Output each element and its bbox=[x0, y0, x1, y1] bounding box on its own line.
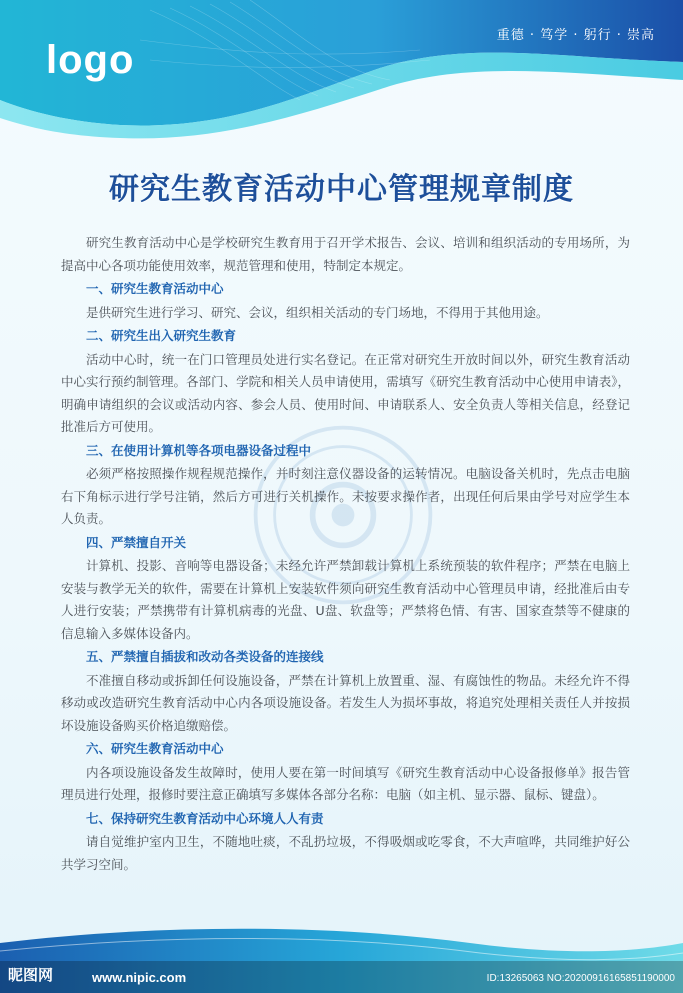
section-heading-7: 七、保持研究生教育活动中心环境人人有责 bbox=[86, 810, 324, 826]
section-body-5: 不准擅自移动或拆卸任何设施设备，严禁在计算机上放置重、湿、有腐蚀性的物品。未经允许不得移动或改造研究生教育活动中心内各项设施设备。若发生人为损坏事故，将追究处理相关责任人并按损坏设施设备购买价格追缴赔偿。 bbox=[61, 672, 630, 733]
section-body-2: 活动中心时，统一在门口管理员处进行实名登记。在正常对研究生开放时间以外，研究生教育活动中心实行预约制管理。各部门、学院和相关人员申请使用，需填写《研究生教育活动中心使用申请表》，明确申请组织的会议或活动内容、参会人员、使用时间、申请联系人、安全负责人等相关信息，经登记批准后方可使用。 bbox=[61, 351, 630, 434]
section-heading-1: 一、研究生教育活动中心 bbox=[86, 281, 224, 296]
section-heading-4: 四、严禁擅自开关 bbox=[86, 534, 187, 550]
intro-paragraph bbox=[61, 232, 630, 277]
image-id-text: ID:13265063 NO:20200916165851190000 bbox=[486, 973, 675, 984]
section-heading-3: 三、在使用计算机等各项电器设备过程中 bbox=[86, 442, 312, 458]
section-body-6: 内各项设施设备发生故障时，使用人要在第一时间填写《研究生教育活动中心设备报修单》报告管理员进行处理，报修时要注意正确填写多媒体各部分名称：电脑（如主机、显示器、鼠标、键盘）。 bbox=[61, 764, 630, 802]
intro-text: 研究生教育活动中心是学校研究生教育用于召开学术报告、会议、培训和组织活动的专用场所，为提高中心各项功能使用效率，规范管理和使用，特制定本规定。 bbox=[61, 235, 630, 273]
section-heading-2: 二、研究生出入研究生教育 bbox=[86, 328, 237, 343]
logo: logo bbox=[46, 38, 135, 82]
motto-text: 重德 · 笃学 · 躬行 · 崇高 bbox=[496, 28, 655, 43]
section-body-3: 必须严格按照操作规程规范操作，并时刻注意仪器设备的运转情况。电脑设备关机时，先点击电脑右下角标示进行学号注销，然后方可进行关机操作。未按要求操作者，出现任何后果由学号对应学生本人负责。 bbox=[61, 466, 630, 526]
site-logo: 昵图网 bbox=[8, 966, 54, 984]
section-heading-6: 六、研究生教育活动中心 bbox=[86, 741, 224, 756]
regulations-body bbox=[61, 232, 630, 876]
page-title: 研究生教育活动中心管理规章制度 bbox=[109, 172, 574, 207]
section-body-1: 是供研究生进行学习、研究、会议，组织相关活动的专门场地，不得用于其他用途。 bbox=[86, 304, 549, 320]
site-url-link[interactable]: www.nipic.com bbox=[92, 970, 187, 985]
section-body-4: 计算机、投影、音响等电器设备；未经允许严禁卸载计算机上系统预装的软件程序；严禁在电脑上安装与教学无关的软件，需要在计算机上安装软件须向研究生教育活动中心管理员申请，经批准后由专人进行安装；严禁携带有计算机病毒的光盘、U盘、软盘等；严禁将色情、有害、国家查禁等不健康的信息输入多媒体设备内。 bbox=[61, 558, 630, 641]
section-heading-5: 五、严禁擅自插拔和改动各类设备的连接线 bbox=[86, 649, 324, 664]
section-body-7: 请自觉维护室内卫生，不随地吐痰，不乱扔垃圾，不得吸烟或吃零食，不大声喧哗，共同维护好公共学习空间。 bbox=[61, 834, 630, 872]
